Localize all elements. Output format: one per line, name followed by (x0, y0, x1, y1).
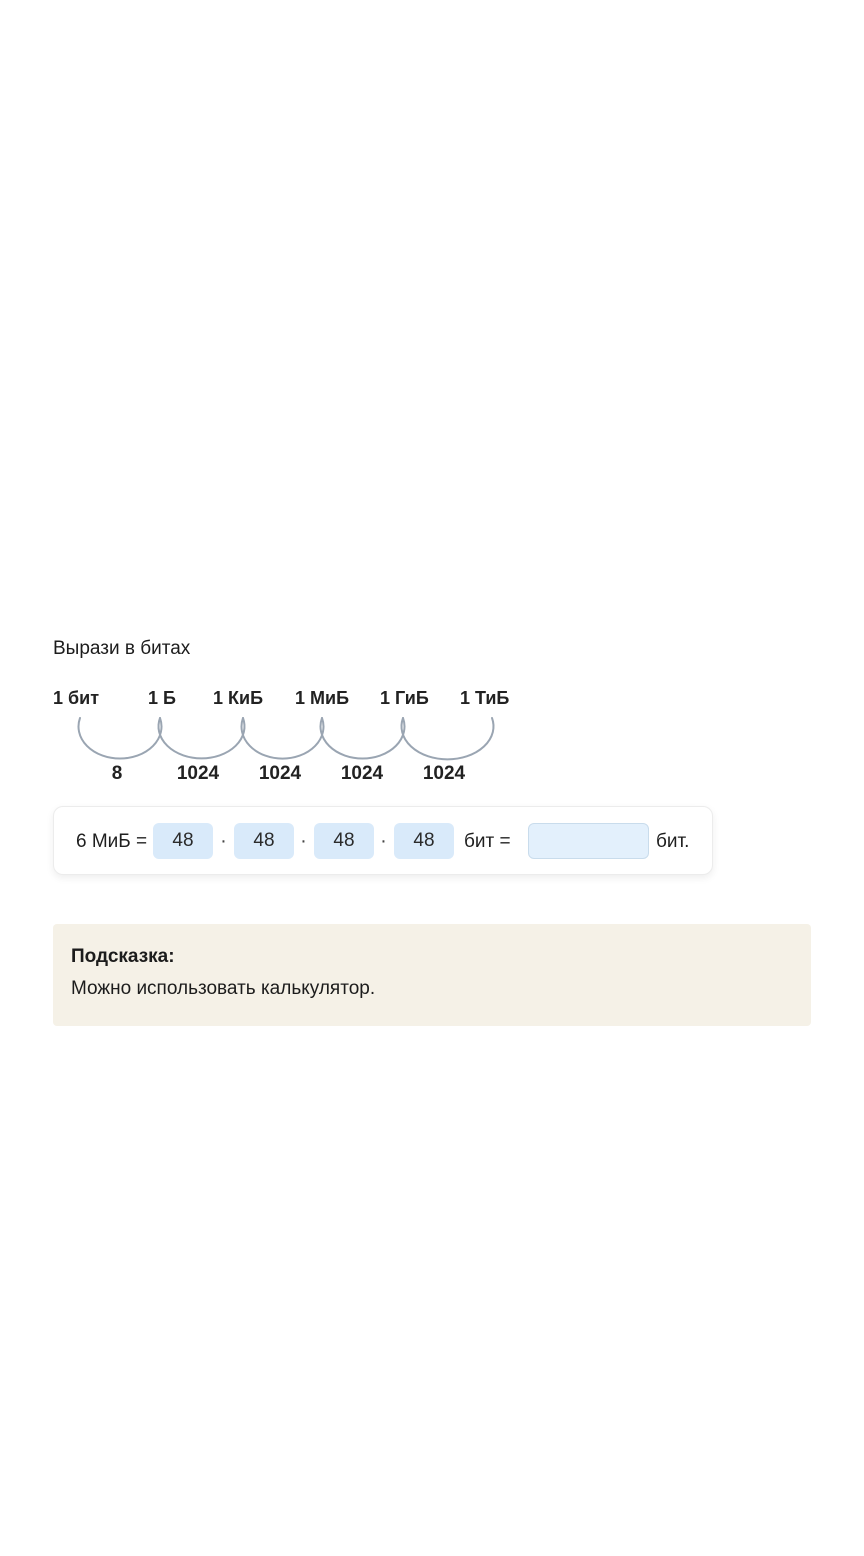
unit-label-gib: 1 ГиБ (380, 688, 429, 708)
unit-label-mib: 1 МиБ (295, 688, 350, 708)
task-title: Вырази в битах (53, 638, 191, 659)
conversion-arcs (70, 708, 500, 764)
multiply-dot: · (380, 830, 387, 852)
multiply-dot: · (220, 830, 227, 852)
factor-input-2[interactable] (234, 823, 294, 859)
multiply-dot: · (300, 830, 307, 852)
factor-input-3[interactable] (314, 823, 374, 859)
arc-kib-mib (242, 718, 324, 759)
arc-byte-kib (159, 718, 245, 758)
arc-gib-tib (401, 718, 493, 759)
answer-input[interactable] (528, 823, 649, 859)
arc-bit-byte (78, 718, 161, 759)
unit-label-byte: 1 Б (148, 688, 176, 708)
hint-title: Подсказка: (71, 946, 175, 967)
arc-mib-gib (321, 718, 405, 758)
conversion-factor: 8 (111, 763, 123, 784)
unit-label-tib: 1 ТиБ (460, 688, 510, 708)
conversion-factor: 1024 (422, 763, 466, 784)
conversion-factor: 1024 (340, 763, 384, 784)
equation-suffix: бит. (656, 831, 690, 852)
factor-input-4[interactable] (394, 823, 454, 859)
hint-text: Можно использовать калькулятор. (71, 978, 376, 999)
equation-card (53, 806, 713, 875)
unit-label-bit: 1 бит (53, 688, 100, 708)
equation-mid-label: бит = (464, 831, 511, 852)
conversion-factor: 1024 (258, 763, 302, 784)
hint-box (53, 924, 811, 1026)
conversion-factor: 1024 (176, 763, 220, 784)
factor-input-1[interactable] (153, 823, 213, 859)
unit-label-kib: 1 КиБ (213, 688, 264, 708)
equation-lhs: 6 МиБ = (76, 831, 148, 852)
